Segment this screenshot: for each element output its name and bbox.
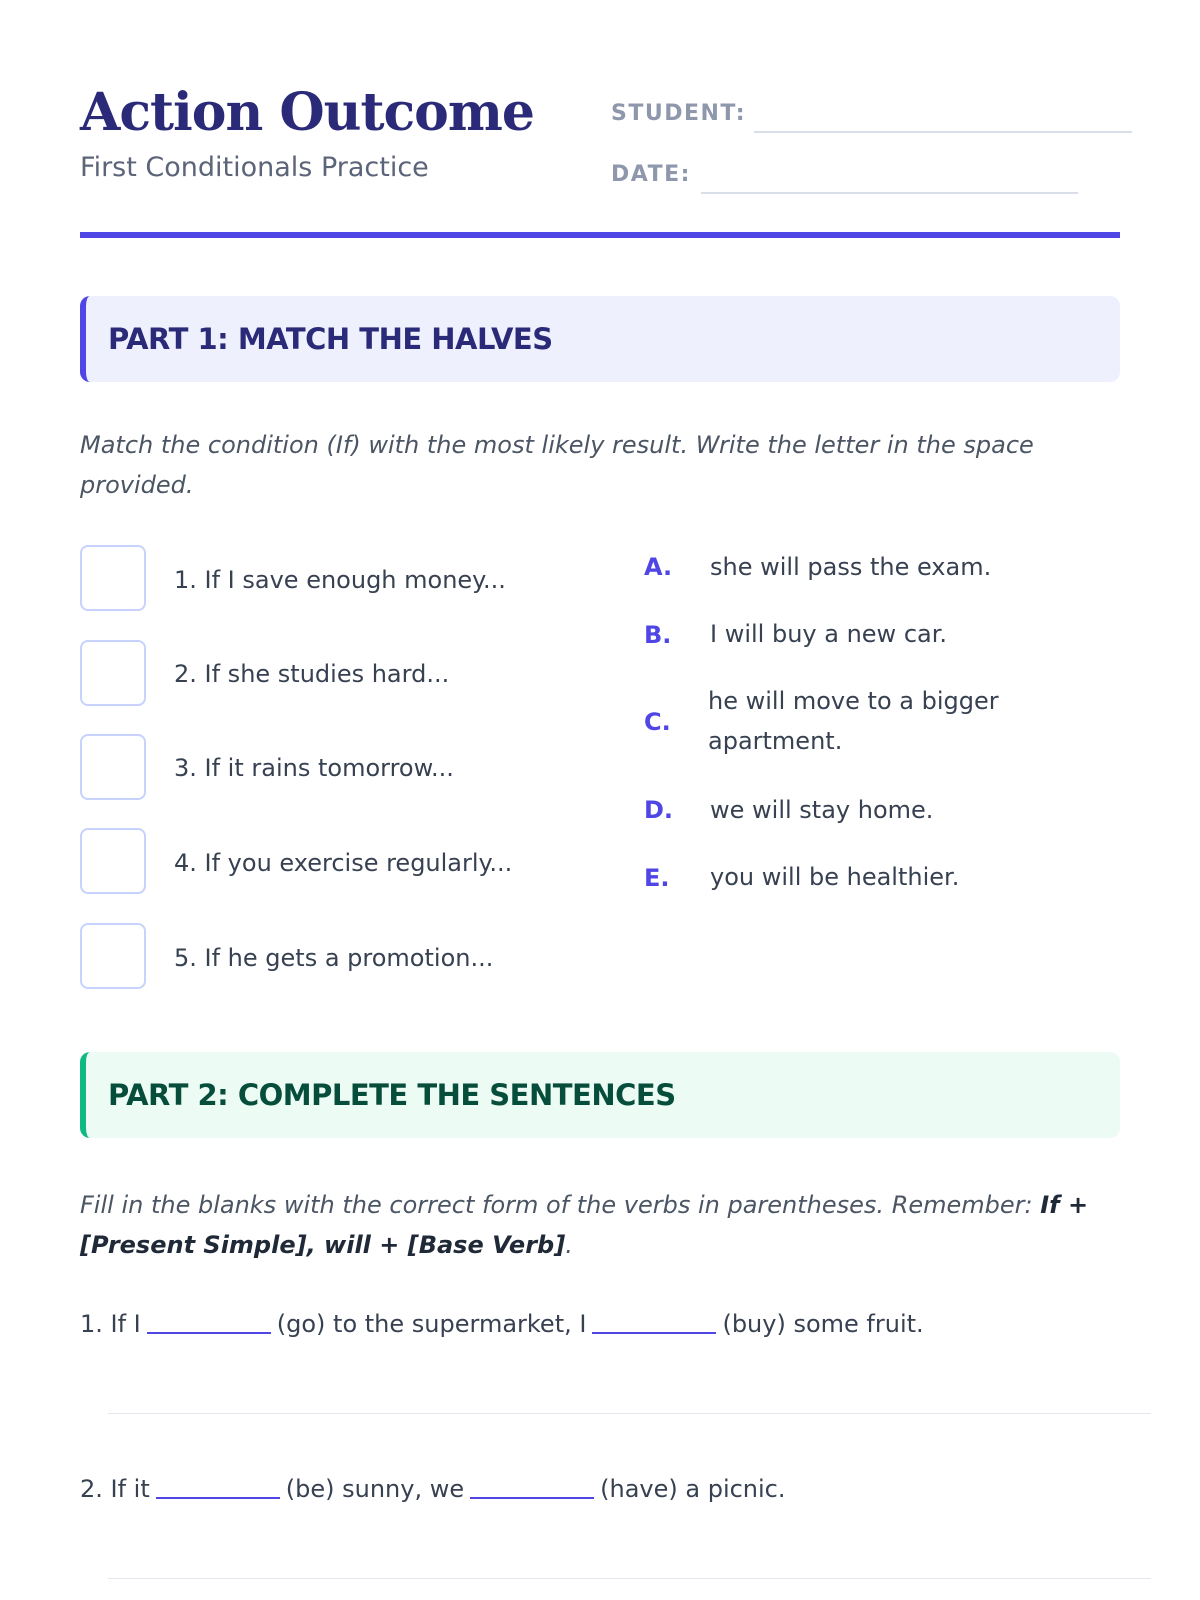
student-name-field[interactable]: [754, 131, 1132, 133]
result-text-d: we will stay home.: [710, 796, 934, 824]
part2-instructions: [80, 1185, 1130, 1265]
sentence-1-blank-2[interactable]: [592, 1308, 716, 1334]
part1-instructions: Match the condition (If) with the most likely result. Write the letter in the space provided.: [80, 431, 1034, 499]
worksheet-subtitle: First Conditionals Practice: [80, 152, 429, 183]
result-text-a: she will pass the exam.: [710, 553, 992, 581]
condition-5: 5. If he gets a promotion...: [174, 944, 494, 972]
answer-box-5[interactable]: [80, 923, 146, 989]
condition-3: 3. If it rains tomorrow...: [174, 754, 454, 782]
header-divider: [80, 232, 1120, 238]
sentence-2-blank-1[interactable]: [156, 1473, 280, 1499]
part2-instructions-end: .: [565, 1231, 573, 1259]
result-text-c: he will move to a bigger apartment.: [708, 687, 999, 755]
result-letter-a: A.: [644, 553, 673, 581]
sentence-1-part-c: (buy) some fruit.: [722, 1310, 924, 1338]
result-text-e: you will be healthier.: [710, 863, 960, 891]
result-text-b: I will buy a new car.: [710, 620, 948, 648]
result-letter-d: D.: [644, 796, 674, 824]
date-field[interactable]: [701, 192, 1078, 194]
sentence-2: [80, 1473, 786, 1504]
sentence-1-part-a: 1. If I: [80, 1310, 141, 1338]
part2-header: [80, 1052, 1120, 1138]
part2-title: PART 2: COMPLETE THE SENTENCES: [108, 1078, 676, 1112]
condition-2: 2. If she studies hard...: [174, 660, 450, 688]
condition-1: 1. If I save enough money...: [174, 566, 506, 594]
sentence-2-blank-2[interactable]: [470, 1473, 594, 1499]
sentence-2-part-b: (be) sunny, we: [285, 1475, 465, 1503]
part1-header: [80, 296, 1120, 382]
sentence-1-blank-1[interactable]: [147, 1308, 271, 1334]
sentence-2-part-c: (have) a picnic.: [600, 1475, 786, 1503]
sentence-2-part-a: 2. If it: [80, 1475, 150, 1503]
date-label: DATE:: [611, 162, 691, 187]
part1-title: PART 1: MATCH THE HALVES: [108, 322, 553, 356]
worksheet-title: Action Outcome: [80, 82, 534, 143]
condition-4: 4. If you exercise regularly...: [174, 849, 513, 877]
answer-box-3[interactable]: [80, 734, 146, 800]
answer-line-2[interactable]: [108, 1578, 1151, 1579]
result-letter-e: E.: [644, 864, 670, 892]
answer-box-2[interactable]: [80, 640, 146, 706]
answer-box-1[interactable]: [80, 545, 146, 611]
answer-line-1[interactable]: [108, 1413, 1151, 1414]
result-letter-b: B.: [644, 621, 672, 649]
student-label: STUDENT:: [611, 101, 747, 126]
part2-instructions-lead: Fill in the blanks with the correct form of the verbs in parentheses. Remember:: [80, 1191, 1041, 1219]
sentence-1-part-b: (go) to the supermarket, I: [276, 1310, 587, 1338]
sentence-1: [80, 1308, 924, 1339]
result-letter-c: C.: [644, 708, 671, 736]
answer-box-4[interactable]: [80, 828, 146, 894]
part2-formula: If + [Present Simple], will + [Base Verb]: [80, 1191, 1089, 1259]
